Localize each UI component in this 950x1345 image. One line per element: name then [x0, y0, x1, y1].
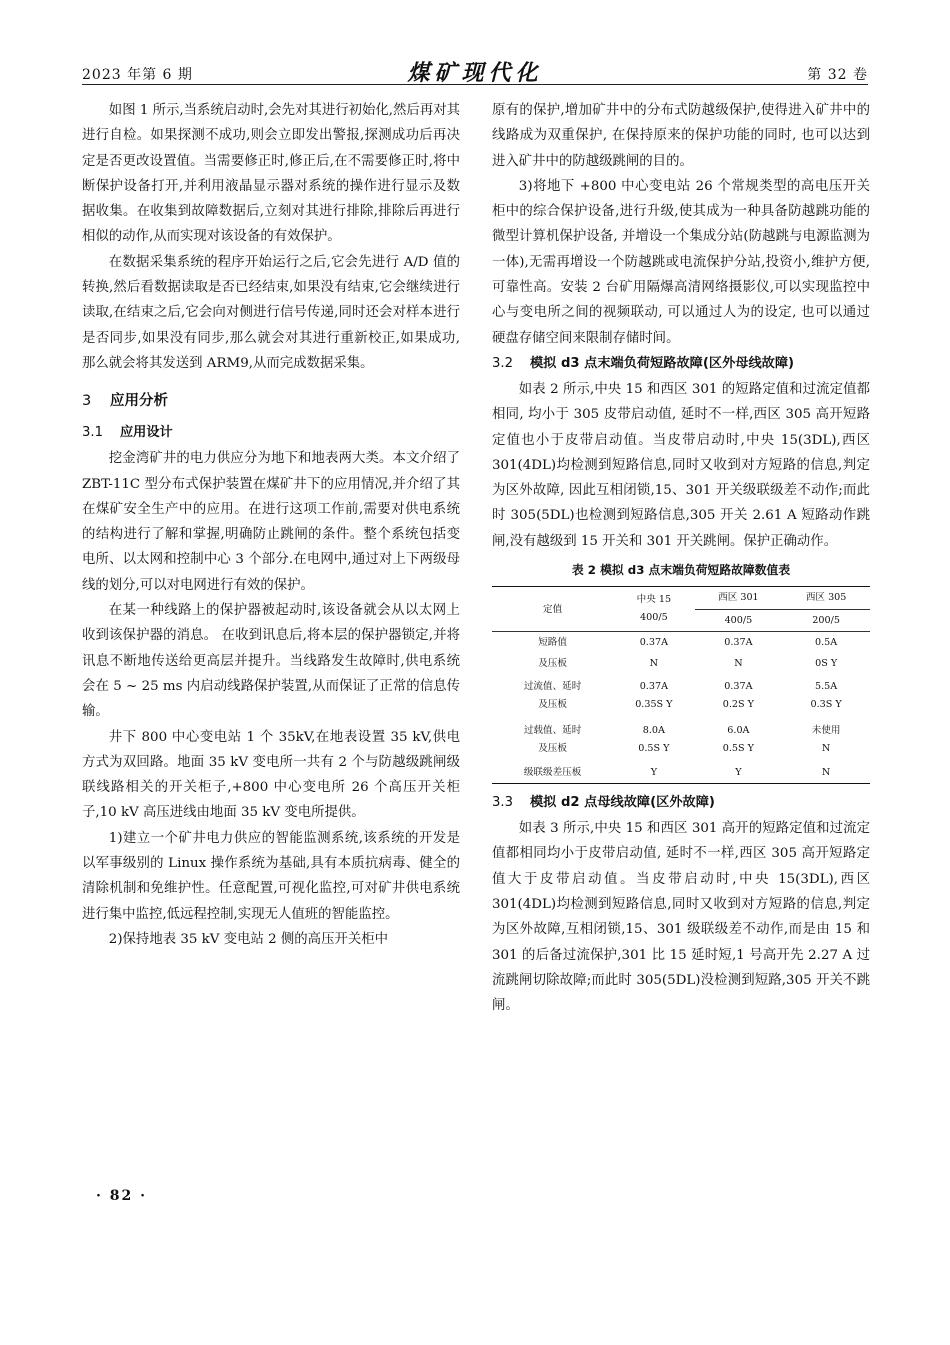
journal-title: 煤矿现代化 [407, 60, 543, 86]
table-cell: 0.5A [815, 637, 838, 649]
table-header-cell: 中央 15 400/5 [613, 587, 694, 632]
paragraph: 如图 1 所示,当系统启动时,会先对其进行初始化,然后再对其进行自检。如果探测不成功,则会立即发出警报,探测成功后再决定是否更改设置值。当需要修正时,修正后,在不需要修正时,将中断保护设备打开,并利用液晶显示器对系统的操作进行显示及数据收集。在收集到故障数据后,立刻对其进行排除,排除后再进行相似的动作,从而实现对该设备的有效保护。 [82, 103, 460, 245]
data-table [492, 586, 870, 784]
paragraph: 3)将地下 +800 中心变电站 26 个常规类型的高电压开关柜中的综合保护设备,进行升级,使其成为一种具备防越跳功能的微型计算机保护设备, 并增设一个集成分站(防越跳与电源监测为一体),无需再增设一个防越跳或电流保护分站,投资小,维护方便,可靠性高。安装 2 台矿用隔爆高清网络摄影仪,可以实现监控中心与变电所之间的视频联动, 可以通过人为的设定, 也可以通过硬盘存储空间来限制存储时间。 [492, 178, 870, 346]
table-cell: 6.0A 0.5S Y [722, 725, 754, 755]
table-cell: N [782, 762, 870, 784]
table-cell: 0.37A 0.2S Y [722, 681, 754, 711]
paragraph: 如表 3 所示,中央 15 和西区 301 高开的短路定值和过流定值都相同均小于皮带启动值, 延时不一样,西区 305 高开短路定值大于皮带启动值。当皮带启动时,中央 15(3DL),西区 301(4DL)均检测到短路信息,同时又收到对方短路的信息,判定为区外故障,互相闭锁,15、301 级联级差不动作,而是由 15 和 301 的后备过流保护,301 比 15 延时短,1 号高开先 2.27 A 过流跳闸切除故障;而此时 305(5DL)没检测到短路,305 开关不跳闸。 [492, 821, 870, 1014]
table-cell: 8.0A 0.5S Y [638, 725, 670, 755]
table-row [492, 762, 870, 784]
table-cell: 未使用 N [811, 725, 841, 755]
left-column [82, 98, 460, 952]
volume-label: 第 32 卷 [807, 67, 868, 83]
table-cell: 级联级差压板 [492, 762, 613, 784]
table-header-cell: 200/5 [782, 609, 870, 632]
table-header-cell: 定值 [492, 587, 613, 632]
paragraph: 挖金湾矿井的电力供应分为地下和地表两大类。本文介绍了 ZBT-11C 型分布式保护装置在煤矿井下的应用情况,并介绍了其在煤矿安全生产中的应用。在进行这项工作前,需要对供电系统的结构进行了解和掌握,明确防止跳闸的条件。整个系统包括变电所、以太网和控制中心 3 个部分.在电网中,通过对上下两级母线的划分,可以对电网进行有效的保护。 [82, 451, 460, 593]
table-cell: N [649, 658, 659, 670]
table-cell: Y [613, 762, 694, 784]
paragraph: 原有的保护,增加矿井中的分布式防越级保护,使得进入矿井中的线路成为双重保护, 在保持原来的保护功能的同时, 也可以达到进入矿井中的防越级跳闸的目的。 [492, 103, 870, 169]
table-header-cell: 400/5 [695, 609, 783, 632]
table-cell: 0.37A [724, 637, 753, 649]
table-cell: 0.37A 0.35S Y [635, 681, 673, 711]
subsection-heading-3-2: 3.2 模拟 d3 点末端负荷短路故障(区外母线故障) [492, 355, 795, 371]
right-column [492, 98, 870, 1018]
table-cell: 及压板 [538, 658, 567, 670]
table-cell: 0S Y [815, 658, 838, 670]
table-cell: 0.37A [639, 637, 668, 649]
subsection-heading-3-3: 3.3 模拟 d2 点母线故障(区外故障) [492, 795, 715, 811]
table-cell: 过流值、延时 及压板 [523, 681, 582, 711]
page-header [82, 56, 868, 85]
table-cell: 过载值、延时 及压板 [523, 725, 582, 755]
table-row [492, 653, 870, 674]
paragraph: 在某一种线路上的保护器被起动时,该设备就会从以太网上收到该保护器的消息。 在收到讯息后,将本层的保护器锁定,并将讯息不断地传送给更高层并提升。当线路发生故障时,供电系统会在 5 ~ 25 ms 内启动线路保护装置,从而保证了正常的信息传输。 [82, 603, 460, 720]
table-header-cell: 西区 301 [695, 587, 783, 610]
page-number: · 82 · [96, 1188, 147, 1204]
subsection-heading-3-1: 3.1 应用设计 [82, 425, 173, 441]
paragraph: 如表 2 所示,中央 15 和西区 301 的短路定值和过流定值都相同, 均小于 305 皮带启动值, 延时不一样,西区 305 高开短路定值也小于皮带启动值。当皮带启动时,中央 15(3DL),西区 301(4DL)均检测到短路信息,同时又收到对方短路的信息,判定为区外故障, 因此互相闭锁,15、301 开关级联级差不动作;而此时 305(5DL)也检测到短路信息,305 开关 2.61 A 短路动作跳闸,没有越级到 15 开关和 301 开关跳闸。保护正确动作。 [492, 381, 870, 549]
table-row [492, 674, 870, 718]
paragraph: 井下 800 中心变电站 1 个 35kV,在地表设置 35 kV,供电方式为双回路。地面 35 kV 变电所一共有 2 个与防越级跳闸级联线路相关的开关柜子,+800 中心变电所 26 个高压开关柜子,10 kV 高压进线由地面 35 kV 变电所提供。 [82, 729, 460, 821]
table-row [492, 632, 870, 654]
section-heading-3: 3 应用分析 [82, 393, 168, 410]
table-cell: N [734, 658, 743, 670]
table-header-cell: 西区 305 [782, 587, 870, 610]
table-cell: Y [695, 762, 783, 784]
paragraph: 在数据采集系统的程序开始运行之后,它会先进行 A/D 值的转换,然后看数据读取是否已经结束,如果没有结束,它会继续进行读取,在结束之后,它会向对侧进行信号传递,同时还会对样本进行是否同步,如果没有同步,那么就会对其进行重新校正,如果成功,那么就会将其发送到 ARM9,从而完成数据采集。 [82, 254, 460, 371]
table-caption: 表 2 模拟 d3 点末端负荷短路故障数值表 [571, 563, 791, 578]
table-cell: 5.5A 0.3S Y [810, 681, 842, 711]
table-row [492, 718, 870, 762]
paragraph: 2)保持地表 35 kV 变电站 2 侧的高压开关柜中 [108, 931, 389, 947]
table-cell: 短路值 [538, 637, 567, 649]
paragraph: 1)建立一个矿井电力供应的智能监测系统,该系统的开发是以军事级别的 Linux 操作系统为基础,具有本质抗病毒、健全的清除机制和免维护性。任意配置,可视化监控,可对矿井供电系统进行集中监控,低远程控制,实现无人值班的智能监控。 [82, 830, 460, 922]
issue-label: 2023 年第 6 期 [82, 67, 193, 83]
